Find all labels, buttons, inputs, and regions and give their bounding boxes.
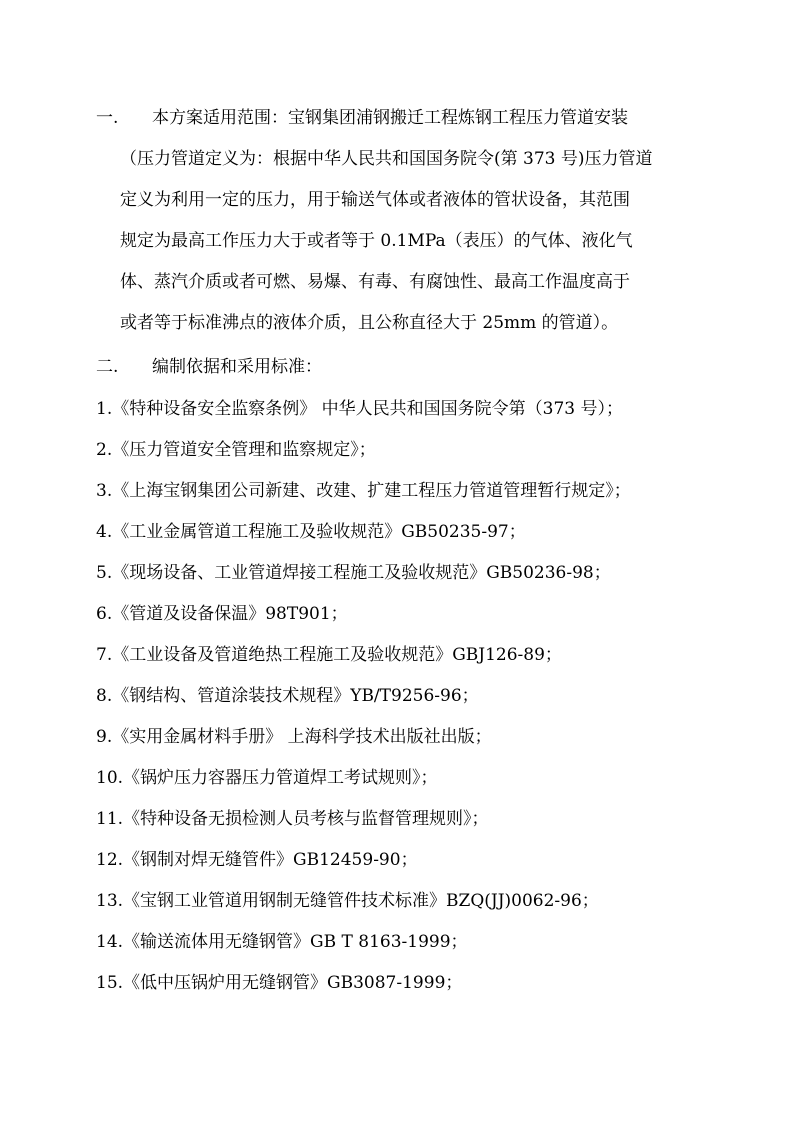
- section1-line-2: （压力管道定义为：根据中华人民共和国国务院令(第 373 号)压力管道: [120, 149, 653, 169]
- standard-item-2: 2.《压力管道安全管理和监察规定》；: [96, 440, 376, 460]
- section1-line-4: 规定为最高工作压力大于或者等于 0.1MPa（表压）的气体、液化气: [120, 231, 633, 251]
- standard-item-12: 12.《钢制对焊无缝管件》GB12459-90；: [96, 850, 418, 870]
- section1-line-3: 定义为利用一定的压力，用于输送气体或者液体的管状设备，其范围: [120, 190, 630, 210]
- standard-item-3: 3.《上海宝钢集团公司新建、改建、扩建工程压力管道管理暂行规定》；: [96, 481, 631, 501]
- standard-item-7: 7.《工业设备及管道绝热工程施工及验收规范》GBJ126-89；: [96, 645, 562, 665]
- standard-item-14: 14.《输送流体用无缝钢管》GB T 8163-1999；: [96, 932, 468, 952]
- section2-number: 二.: [96, 357, 119, 377]
- standard-item-10: 10.《锅炉压力容器压力管道焊工考试规则》；: [96, 768, 438, 788]
- section1-line-1: 本方案适用范围：宝钢集团浦钢搬迁工程炼钢工程压力管道安装: [152, 108, 628, 128]
- standard-item-15: 15.《低中压锅炉用无缝钢管》GB3087-1999；: [96, 973, 463, 993]
- standard-item-8: 8.《钢结构、管道涂装技术规程》YB/T9256-96；: [96, 686, 479, 706]
- standard-item-6: 6.《管道及设备保温》98T901；: [96, 604, 348, 624]
- section2-title: 编制依据和采用标准：: [152, 357, 322, 377]
- standard-item-5: 5.《现场设备、工业管道焊接工程施工及验收规范》GB50236-98；: [96, 563, 611, 583]
- standard-item-1: 1.《特种设备安全监察条例》 中华人民共和国国务院令第（373 号）；: [96, 399, 623, 419]
- section1-line-5: 体、蒸汽介质或者可燃、易爆、有毒、有腐蚀性、最高工作温度高于: [120, 272, 630, 292]
- standard-item-4: 4.《工业金属管道工程施工及验收规范》GB50235-97；: [96, 522, 526, 542]
- section1-line-6: 或者等于标准沸点的液体介质，且公称直径大于 25mm 的管道）。: [120, 313, 619, 333]
- standard-item-11: 11.《特种设备无损检测人员考核与监督管理规则》；: [96, 809, 489, 829]
- standard-item-13: 13.《宝钢工业管道用钢制无缝管件技术标准》BZQ(JJ)0062-96；: [96, 891, 599, 911]
- standard-item-9: 9.《实用金属材料手册》 上海科学技术出版社出版；: [96, 727, 492, 747]
- section1-number: 一.: [96, 108, 119, 128]
